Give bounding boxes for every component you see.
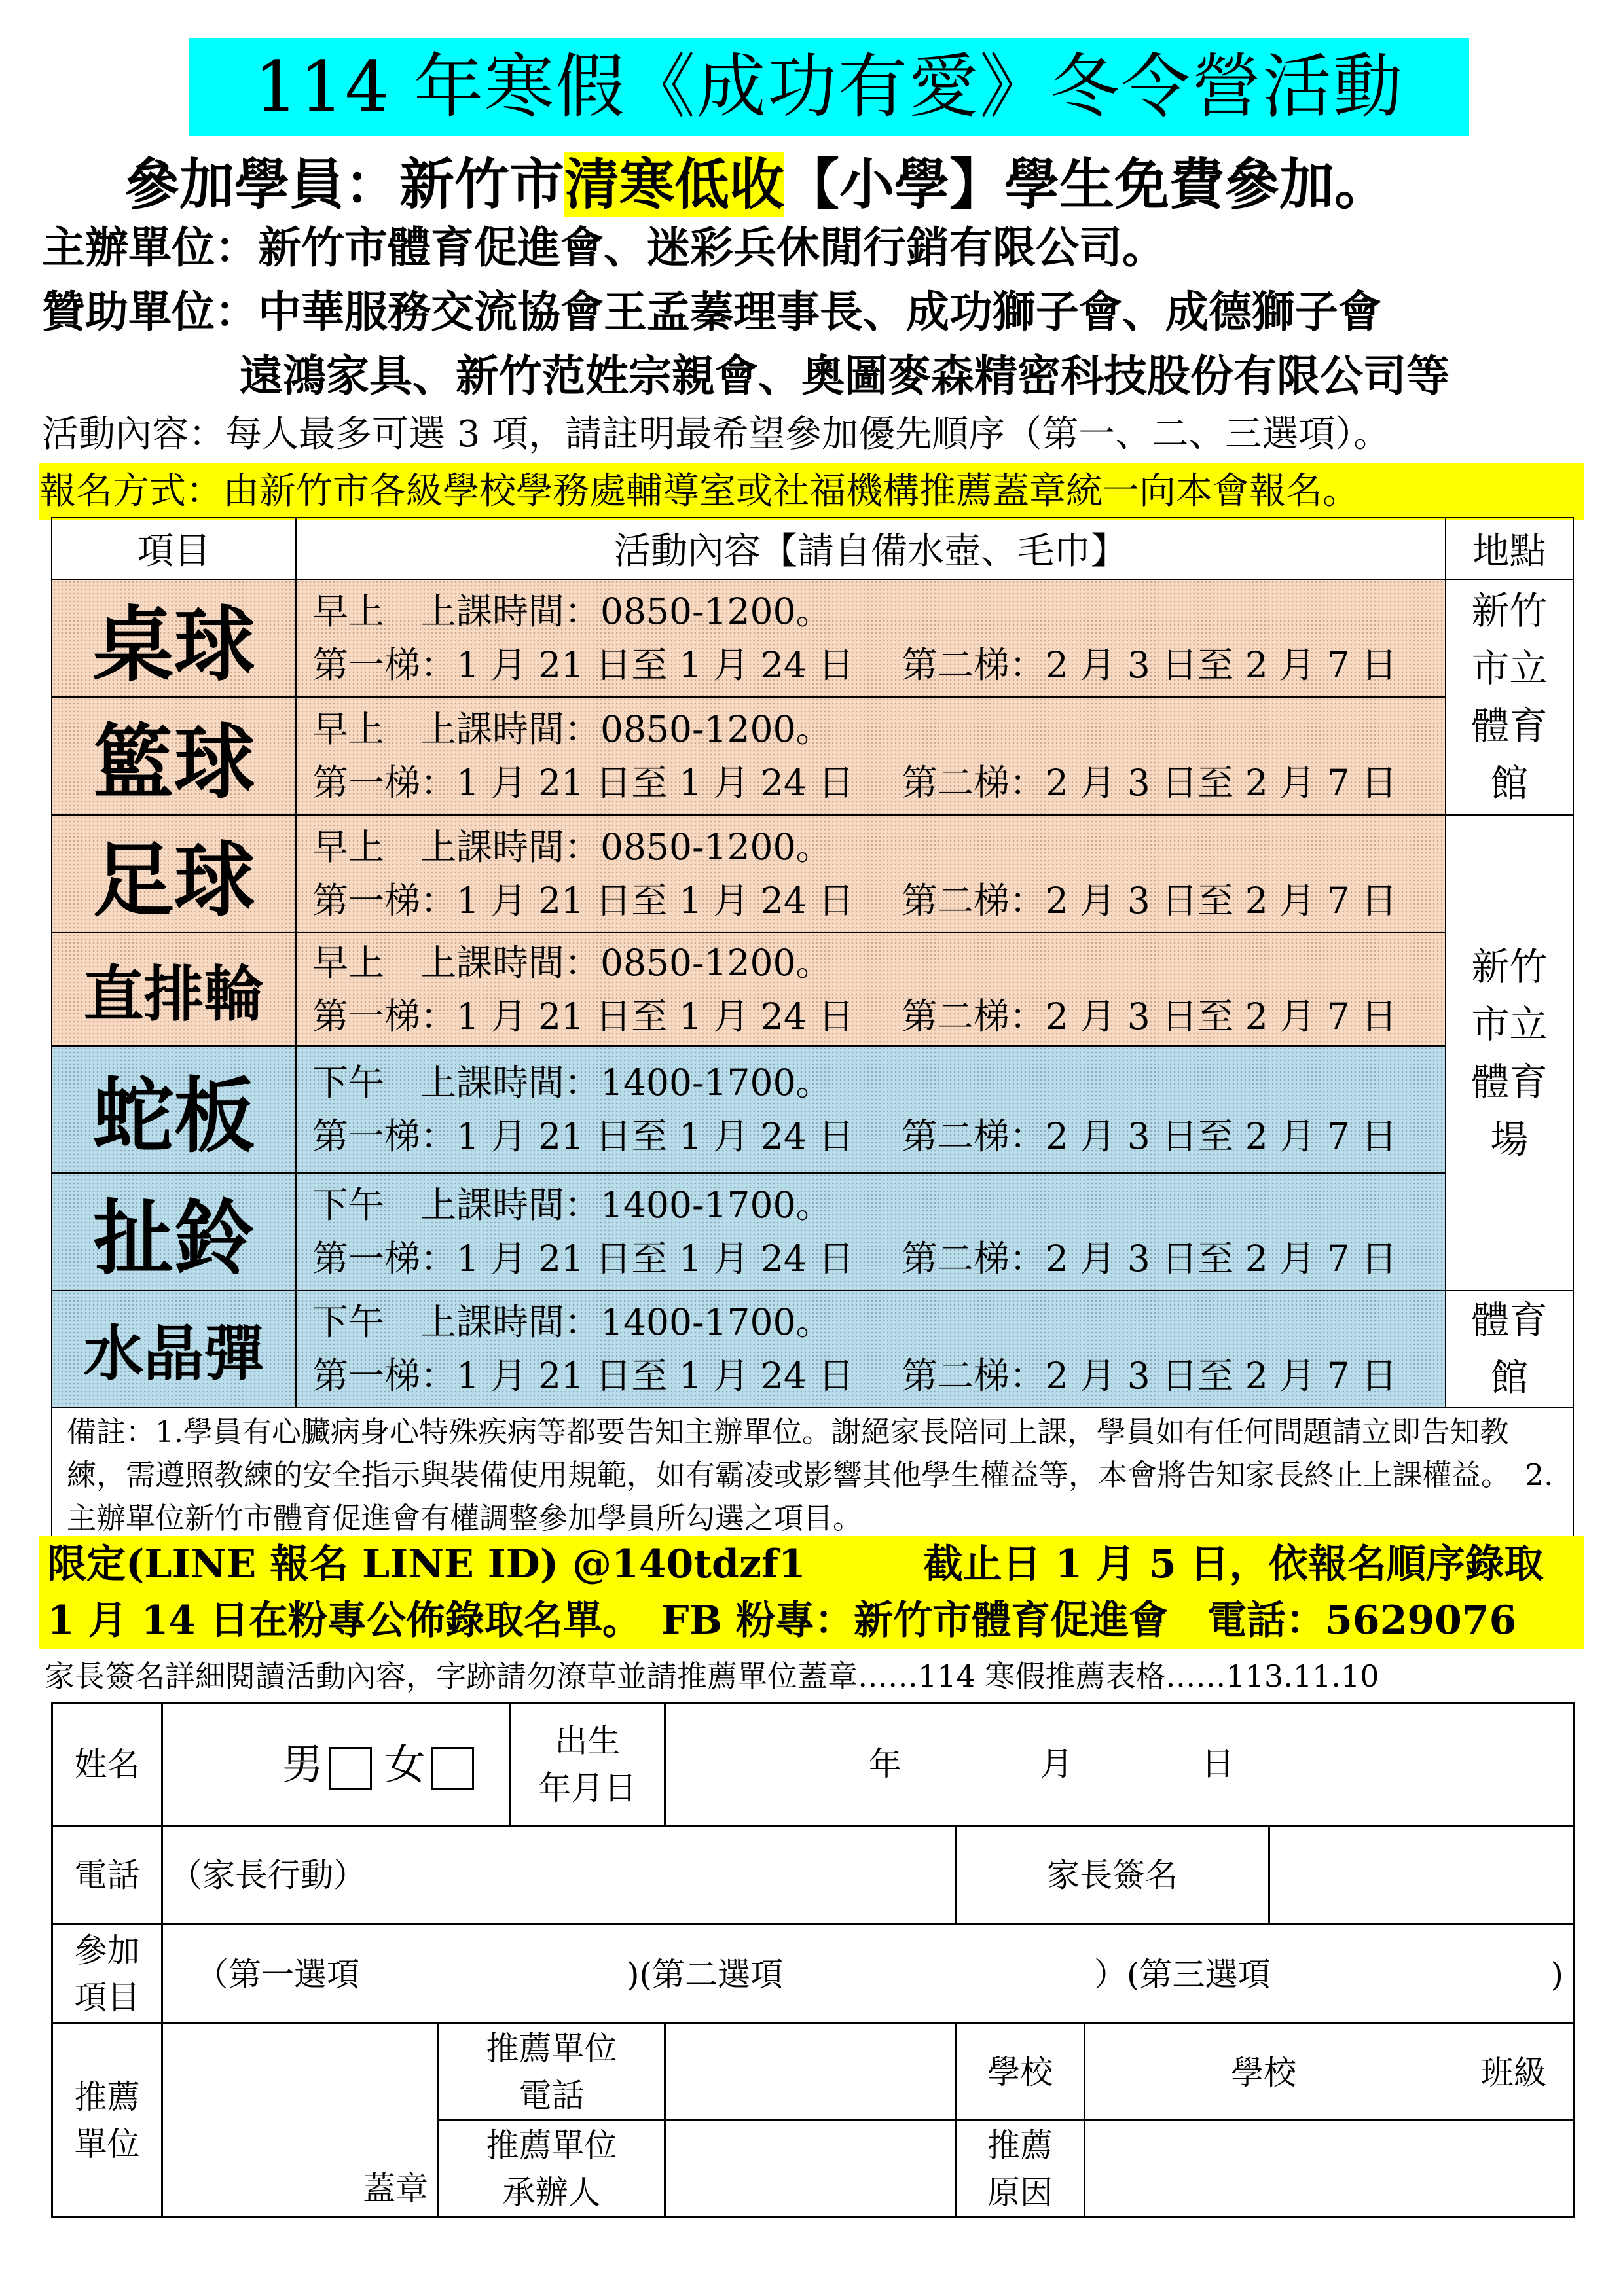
reason-label: 推薦 原因: [956, 2121, 1085, 2217]
birth-label: 出生 年月日: [511, 1703, 665, 1826]
year-label: 年: [869, 1745, 902, 1783]
activity-detail: [296, 697, 1446, 815]
activity-dates: 第一梯：1 月 21 日至 1 月 24 日 第二梯：2 月 3 日至 2 月 7 日: [312, 995, 1398, 1037]
month-label: 月: [1040, 1745, 1074, 1783]
participants-highlight: 清寒低收: [564, 152, 785, 217]
activity-table: [51, 517, 1574, 1544]
activity-dates: 第一梯：1 月 21 日至 1 月 24 日 第二梯：2 月 3 日至 2 月 7 日: [312, 1355, 1398, 1397]
activity-time: 早上 上課時間：0850-1200。: [312, 708, 832, 750]
activity-dates: 第一梯：1 月 21 日至 1 月 24 日 第二梯：2 月 3 日至 2 月 7 日: [312, 1115, 1398, 1157]
day-label: 日: [1201, 1745, 1235, 1783]
phone-label: 電話: [52, 1826, 162, 1924]
location-stadium: 新竹 市立 體育 場: [1446, 815, 1573, 1291]
contact-line-2: 1 月 14 日在粉專公佈錄取名單。 FB 粉專：新竹市體育促進會 電話：5629076: [47, 1598, 1517, 1643]
items-input[interactable]: [162, 1924, 1574, 2024]
activity-detail: [296, 933, 1446, 1046]
choice-end: ): [1550, 1956, 1564, 1994]
organizer-line: 主辦單位：新竹市體育促進會、迷彩兵休閒行銷有限公司。: [42, 222, 1165, 273]
parent-sign-label: 家長簽名: [956, 1826, 1269, 1924]
activity-time: 早上 上課時間：0850-1200。: [312, 590, 832, 632]
activity-time: 早上 上課時間：0850-1200。: [312, 826, 832, 868]
participants-suffix: 【小學】學生免費參加。: [784, 152, 1390, 217]
parent-sign-input[interactable]: [1269, 1826, 1574, 1924]
unit-phone-label: 推薦單位 電話: [439, 2024, 665, 2121]
unit-label: 推薦 單位: [52, 2024, 162, 2217]
location-gym-2: 體育 館: [1446, 1291, 1573, 1407]
activity-time: 下午 上課時間：1400-1700。: [312, 1301, 832, 1343]
female-label: 女: [384, 1741, 426, 1789]
choice-1: （第一選項: [196, 1956, 359, 1994]
activity-name: 直排輪: [52, 933, 296, 1046]
school-label: 學校: [956, 2024, 1085, 2121]
unit-person-label: 推薦單位 承辦人: [439, 2121, 665, 2217]
male-label: 男: [282, 1741, 324, 1789]
header-item: 項目: [52, 518, 296, 579]
activity-name: 桌球: [52, 579, 296, 697]
activity-name: 水晶彈: [52, 1291, 296, 1407]
notes: 備註：1.學員有心臟病身心特殊疾病等都要告知主辦單位。謝絕家長陪同上課，學員如有任何問題請立即告知教練，需遵照教練的安全指示與裝備使用規範，如有霸凌或影響其他學生權益等，本會將告知家長終止上課權益。 2.主辦單位新竹市體育促進會有權調整參加學員所勾選之項目。: [52, 1407, 1573, 1543]
birth-input[interactable]: [665, 1703, 1574, 1826]
signup-method: 報名方式：由新竹市各級學校學務處輔導室或社福機構推薦蓋章統一向本會報名。: [39, 463, 1584, 520]
header-content: 活動內容【請自備水壺、毛巾】: [296, 518, 1446, 579]
choice-3: ）(第三選項: [1094, 1956, 1271, 1994]
phone-input[interactable]: [162, 1826, 956, 1924]
unit-phone-input[interactable]: [665, 2024, 956, 2121]
male-checkbox[interactable]: [329, 1747, 372, 1790]
contact-line-1: 限定(LINE 報名 LINE ID) @140tdzf1 截止日 1 月 5 日，依報名順序錄取: [47, 1541, 1544, 1587]
gender-options: [282, 1742, 486, 1790]
activity-dates: 第一梯：1 月 21 日至 1 月 24 日 第二梯：2 月 3 日至 2 月 7 日: [312, 1238, 1398, 1280]
activity-name: 蛇板: [52, 1046, 296, 1173]
activity-time: 早上 上課時間：0850-1200。: [312, 941, 832, 984]
activity-name: 足球: [52, 815, 296, 933]
activity-time: 下午 上課時間：1400-1700。: [312, 1184, 832, 1226]
sponsor-line-2: 遠鴻家具、新竹范姓宗親會、奧圖麥森精密科技股份有限公司等: [240, 350, 1450, 401]
activity-dates: 第一梯：1 月 21 日至 1 月 24 日 第二梯：2 月 3 日至 2 月 7 日: [312, 880, 1398, 922]
activity-detail: [296, 815, 1446, 933]
registration-form: [51, 1702, 1575, 2218]
reason-input[interactable]: [1085, 2121, 1574, 2217]
activity-dates: 第一梯：1 月 21 日至 1 月 24 日 第二梯：2 月 3 日至 2 月 7 日: [312, 644, 1398, 686]
activity-detail: [296, 1173, 1446, 1291]
stamp-label: 蓋章: [363, 2170, 428, 2208]
activity-dates: 第一梯：1 月 21 日至 1 月 24 日 第二梯：2 月 3 日至 2 月 7 日: [312, 762, 1398, 804]
page-title: 114 年寒假《成功有愛》冬令營活動: [189, 38, 1469, 136]
stamp-area[interactable]: [162, 2024, 439, 2217]
form-note: 家長簽名詳細閱讀活動內容，字跡請勿潦草並請推薦單位蓋章……114 寒假推薦表格……113.11.10: [45, 1659, 1379, 1694]
contact-box: [39, 1536, 1584, 1649]
activity-name: 扯鈴: [52, 1173, 296, 1291]
header-location: 地點: [1446, 518, 1573, 579]
activity-content-line: 活動內容：每人最多可選 3 項，請註明最希望參加優先順序（第一、二、三選項）。: [42, 413, 1391, 456]
sponsor-line-1: 贊助單位：中華服務交流協會王孟蓁理事長、成功獅子會、成德獅子會: [42, 286, 1381, 337]
unit-person-input[interactable]: [665, 2121, 956, 2217]
activity-detail: [296, 1046, 1446, 1173]
activity-detail: [296, 1291, 1446, 1407]
school-input[interactable]: [1085, 2024, 1574, 2121]
activity-name: 籃球: [52, 697, 296, 815]
items-label: 參加 項目: [52, 1924, 162, 2024]
female-checkbox[interactable]: [431, 1747, 474, 1790]
location-gym: 新竹 市立 體育 館: [1446, 579, 1573, 815]
name-input[interactable]: [162, 1703, 511, 1826]
class-text: 班級: [1481, 2054, 1547, 2092]
school-text: 學校: [1231, 2054, 1297, 2092]
phone-hint: （家長行動）: [170, 1856, 366, 1894]
name-label: 姓名: [52, 1703, 162, 1826]
participants-prefix: 參加學員：新竹市: [124, 152, 565, 217]
activity-time: 下午 上課時間：1400-1700。: [312, 1062, 832, 1103]
activity-detail: [296, 579, 1446, 697]
choice-2: )(第二選項: [627, 1956, 784, 1994]
participants-line: [124, 145, 1389, 224]
